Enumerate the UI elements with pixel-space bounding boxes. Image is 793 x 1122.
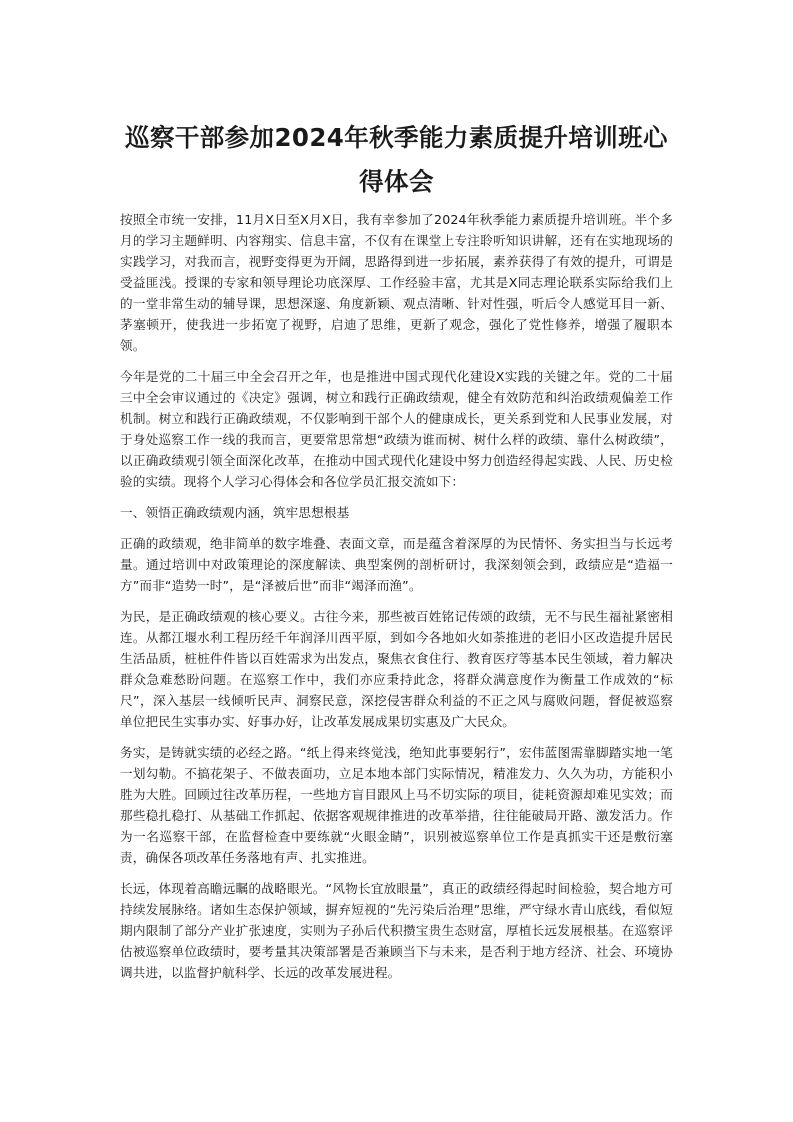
paragraph-long-term: 长远，体现着高瞻远瞩的战略眼光。“风物长宜放眼量”，真正的政绩经得起时间检验，契合地方可持续发展脉络。诸如生态保护领域，摒弃短视的“先污染后治理”思维，严守绿水青山底线，看似短期内限制了部分产业扩张速度，实则为子孙后代积攒宝贵生态财富，厚植长远发展根基。在巡察评估被巡察单位政绩时，要考量其决策部署是否兼顾当下与未来，是否利于地方经济、社会、环境协调共进，以监督护航科学、长远的改革发展进程。 <box>120 881 673 980</box>
document-body <box>120 209 673 993</box>
paragraph-background: 今年是党的二十届三中全会召开之年，也是推进中国式现代化建设X实践的关键之年。党的二十届三中全会审议通过的《决定》强调，树立和践行正确政绩观，健全有效防范和纠治政绩观偏差工作机制。树立和践行正确政绩观，不仅影响到干部个人的健康成长，更关系到党和人民事业发展，对于身处巡察工作一线的我而言，更要常思常想“政绩为谁而树、树什么样的政绩、靠什么树政绩”，以正确政绩观引领全面深化改革，在推动中国式现代化建设中努力创造经得起实践、人民、历史检验的实绩。现将个人学习心得体会和各位学员汇报交流如下： <box>120 369 673 489</box>
paragraph-for-the-people: 为民，是正确政绩观的核心要义。古往今来，那些被百姓铭记传颂的政绩，无不与民生福祉紧密相连。从都江堰水利工程历经千年润泽川西平原，到如今各地如火如荼推进的老旧小区改造提升居民生活品质，桩桩件件皆以百姓需求为出发点，聚焦衣食住行、教育医疗等基本民生领域，着力解决群众急难愁盼问题。在巡察工作中，我们亦应秉持此念，将群众满意度作为衡量工作成效的“标尺”，深入基层一线倾听民声、洞察民意，深挖侵害群众利益的不正之风与腐败问题，督促被巡察单位把民生实事办实、好事办好，让改革发展成果切实惠及广大民众。 <box>120 609 673 729</box>
paragraph-intro: 按照全市统一安排，11月X日至X月X日，我有幸参加了2024年秋季能力素质提升培训班。半个多月的学习主题鲜明、内容翔实、信息丰富，不仅有在课堂上专注聆听知识讲解，还有在实地现场的实践学习，对我而言，视野变得更为开阔，思路得到进一步拓展，素养获得了有效的提升，可谓是受益匪浅。授课的专家和领导理论功底深厚、工作经验丰富，尤其是X同志理论联系实际给我们上的一堂非常生动的辅导课，思想深邃、角度新颖、观点清晰、针对性强，听后令人感觉耳目一新、茅塞顿开，使我进一步拓宽了视野，启迪了思维，更新了观念，强化了党性修养，增强了履职本领。 <box>120 212 673 353</box>
section-heading: 一、领悟正确政绩观内涵，筑牢思想根基 <box>120 505 350 520</box>
paragraph-correct-view: 正确的政绩观，绝非简单的数字堆叠、表面文章，而是蕴含着深厚的为民情怀、务实担当与长远考量。通过培训中对政策理论的深度解读、典型案例的剖析研讨，我深刻领会到，政绩应是“造福一方”而非“造势一时”，是“泽被后世”而非“竭泽而渔”。 <box>120 536 673 593</box>
document-title: 巡察干部参加2024年秋季能力素质提升培训班心得体会 <box>125 123 668 196</box>
paragraph-pragmatic: 务实，是铸就实绩的必经之路。“纸上得来终觉浅，绝知此事要躬行”，宏伟蓝图需靠脚踏实地一笔一划勾勒。不搞花架子、不做表面功，立足本地本部门实际情况，精准发力、久久为功，方能积小胜为大胜。回顾过往改革历程，一些地方盲目跟风上马不切实际的项目，徒耗资源却难见实效；而那些稳扎稳打、从基础工作抓起、依据客观规律推进的改革举措，往往能破局开路、激发活力。作为一名巡察干部，在监督检查中要练就“火眼金睛”，识别被巡察单位工作是真抓实干还是敷衍塞责，确保各项改革任务落地有声、扎实推进。 <box>120 745 673 865</box>
